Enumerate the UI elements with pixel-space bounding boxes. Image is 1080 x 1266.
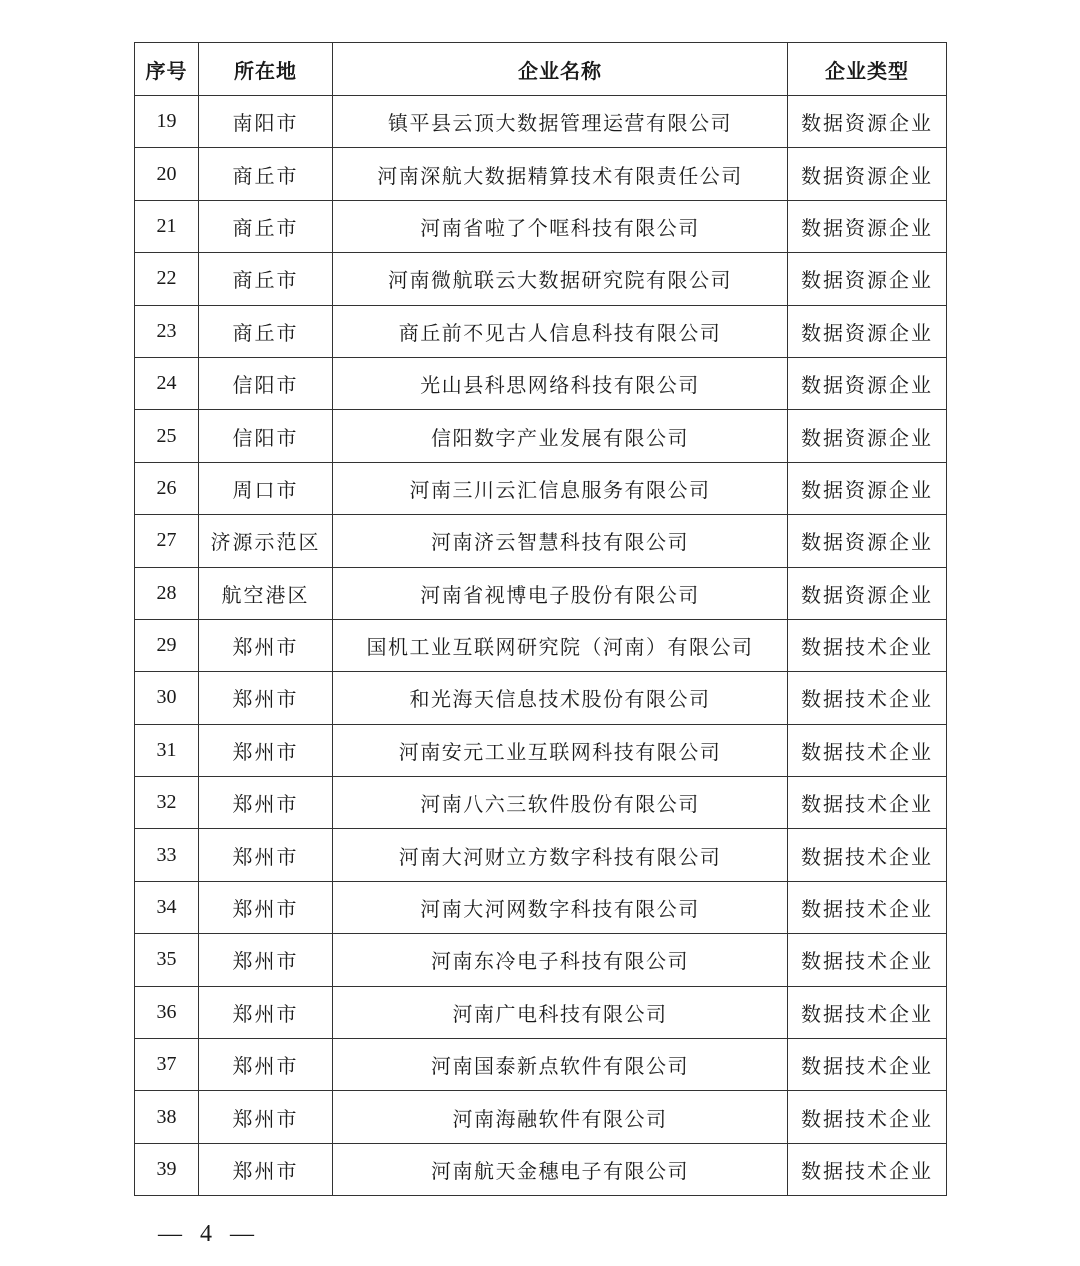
enterprise-table bbox=[134, 42, 947, 1196]
cell-serial-number: 23 bbox=[135, 305, 199, 357]
cell-company-name: 河南济云智慧科技有限公司 bbox=[333, 515, 788, 567]
cell-company-name: 商丘前不见古人信息科技有限公司 bbox=[333, 305, 788, 357]
table-row bbox=[135, 619, 947, 671]
table-row bbox=[135, 881, 947, 933]
cell-serial-number: 26 bbox=[135, 462, 199, 514]
cell-company-name: 河南八六三软件股份有限公司 bbox=[333, 777, 788, 829]
cell-location: 郑州市 bbox=[199, 881, 333, 933]
header-serial-number: 序号 bbox=[135, 43, 199, 96]
cell-serial-number: 32 bbox=[135, 777, 199, 829]
cell-company-name: 河南深航大数据精算技术有限责任公司 bbox=[333, 148, 788, 200]
cell-company-name: 河南国泰新点软件有限公司 bbox=[333, 1039, 788, 1091]
cell-location: 商丘市 bbox=[199, 148, 333, 200]
cell-serial-number: 30 bbox=[135, 672, 199, 724]
cell-serial-number: 19 bbox=[135, 96, 199, 148]
cell-company-name: 国机工业互联网研究院（河南）有限公司 bbox=[333, 619, 788, 671]
table-row bbox=[135, 462, 947, 514]
table-row bbox=[135, 1143, 947, 1195]
header-location: 所在地 bbox=[199, 43, 333, 96]
table-row bbox=[135, 567, 947, 619]
cell-company-type: 数据资源企业 bbox=[788, 462, 947, 514]
table-row bbox=[135, 724, 947, 776]
cell-company-type: 数据技术企业 bbox=[788, 881, 947, 933]
cell-serial-number: 33 bbox=[135, 829, 199, 881]
cell-company-type: 数据技术企业 bbox=[788, 672, 947, 724]
cell-company-name: 河南广电科技有限公司 bbox=[333, 986, 788, 1038]
cell-location: 郑州市 bbox=[199, 829, 333, 881]
cell-location: 商丘市 bbox=[199, 200, 333, 252]
cell-location: 郑州市 bbox=[199, 724, 333, 776]
cell-company-name: 镇平县云顶大数据管理运营有限公司 bbox=[333, 96, 788, 148]
cell-company-type: 数据资源企业 bbox=[788, 148, 947, 200]
cell-serial-number: 25 bbox=[135, 410, 199, 462]
cell-company-type: 数据技术企业 bbox=[788, 1039, 947, 1091]
cell-company-type: 数据技术企业 bbox=[788, 777, 947, 829]
cell-location: 郑州市 bbox=[199, 619, 333, 671]
table-body bbox=[135, 96, 947, 1196]
header-company-type: 企业类型 bbox=[788, 43, 947, 96]
table-row bbox=[135, 148, 947, 200]
cell-company-type: 数据技术企业 bbox=[788, 934, 947, 986]
cell-location: 郑州市 bbox=[199, 1091, 333, 1143]
cell-company-name: 河南大河财立方数字科技有限公司 bbox=[333, 829, 788, 881]
table-row bbox=[135, 357, 947, 409]
cell-company-name: 河南省视博电子股份有限公司 bbox=[333, 567, 788, 619]
cell-location: 商丘市 bbox=[199, 253, 333, 305]
cell-company-type: 数据资源企业 bbox=[788, 253, 947, 305]
cell-location: 郑州市 bbox=[199, 777, 333, 829]
table-row bbox=[135, 1091, 947, 1143]
cell-serial-number: 37 bbox=[135, 1039, 199, 1091]
cell-serial-number: 38 bbox=[135, 1091, 199, 1143]
cell-location: 信阳市 bbox=[199, 357, 333, 409]
cell-location: 航空港区 bbox=[199, 567, 333, 619]
cell-serial-number: 22 bbox=[135, 253, 199, 305]
page-number: — 4 — bbox=[158, 1221, 260, 1247]
cell-company-name: 河南航天金穗电子有限公司 bbox=[333, 1143, 788, 1195]
cell-location: 周口市 bbox=[199, 462, 333, 514]
cell-serial-number: 35 bbox=[135, 934, 199, 986]
cell-location: 信阳市 bbox=[199, 410, 333, 462]
cell-location: 郑州市 bbox=[199, 1143, 333, 1195]
table-row bbox=[135, 253, 947, 305]
cell-company-name: 河南微航联云大数据研究院有限公司 bbox=[333, 253, 788, 305]
cell-location: 郑州市 bbox=[199, 1039, 333, 1091]
cell-location: 郑州市 bbox=[199, 672, 333, 724]
cell-serial-number: 21 bbox=[135, 200, 199, 252]
cell-company-type: 数据资源企业 bbox=[788, 357, 947, 409]
table-row bbox=[135, 829, 947, 881]
cell-location: 郑州市 bbox=[199, 986, 333, 1038]
cell-company-name: 河南省啦了个哐科技有限公司 bbox=[333, 200, 788, 252]
cell-serial-number: 39 bbox=[135, 1143, 199, 1195]
cell-company-type: 数据资源企业 bbox=[788, 200, 947, 252]
cell-location: 济源示范区 bbox=[199, 515, 333, 567]
cell-company-type: 数据技术企业 bbox=[788, 619, 947, 671]
table-header bbox=[135, 43, 947, 96]
cell-company-type: 数据资源企业 bbox=[788, 567, 947, 619]
cell-company-name: 河南安元工业互联网科技有限公司 bbox=[333, 724, 788, 776]
cell-serial-number: 29 bbox=[135, 619, 199, 671]
cell-company-name: 光山县科思网络科技有限公司 bbox=[333, 357, 788, 409]
table-header-row bbox=[135, 43, 947, 96]
table-row bbox=[135, 1039, 947, 1091]
table-row bbox=[135, 672, 947, 724]
cell-company-type: 数据技术企业 bbox=[788, 1143, 947, 1195]
table-row bbox=[135, 96, 947, 148]
cell-company-name: 河南海融软件有限公司 bbox=[333, 1091, 788, 1143]
table-row bbox=[135, 200, 947, 252]
table-row bbox=[135, 934, 947, 986]
cell-company-type: 数据技术企业 bbox=[788, 986, 947, 1038]
cell-company-type: 数据资源企业 bbox=[788, 305, 947, 357]
table-row bbox=[135, 305, 947, 357]
header-company-name: 企业名称 bbox=[333, 43, 788, 96]
cell-serial-number: 24 bbox=[135, 357, 199, 409]
cell-location: 商丘市 bbox=[199, 305, 333, 357]
table-row bbox=[135, 777, 947, 829]
cell-serial-number: 28 bbox=[135, 567, 199, 619]
cell-company-name: 河南大河网数字科技有限公司 bbox=[333, 881, 788, 933]
cell-company-name: 河南东冷电子科技有限公司 bbox=[333, 934, 788, 986]
cell-company-type: 数据资源企业 bbox=[788, 410, 947, 462]
cell-serial-number: 20 bbox=[135, 148, 199, 200]
cell-company-type: 数据资源企业 bbox=[788, 515, 947, 567]
cell-location: 南阳市 bbox=[199, 96, 333, 148]
cell-company-type: 数据资源企业 bbox=[788, 96, 947, 148]
cell-serial-number: 34 bbox=[135, 881, 199, 933]
cell-company-type: 数据技术企业 bbox=[788, 1091, 947, 1143]
cell-location: 郑州市 bbox=[199, 934, 333, 986]
cell-serial-number: 36 bbox=[135, 986, 199, 1038]
cell-company-type: 数据技术企业 bbox=[788, 829, 947, 881]
cell-serial-number: 31 bbox=[135, 724, 199, 776]
cell-company-name: 和光海天信息技术股份有限公司 bbox=[333, 672, 788, 724]
table-row bbox=[135, 410, 947, 462]
cell-company-name: 河南三川云汇信息服务有限公司 bbox=[333, 462, 788, 514]
cell-company-type: 数据技术企业 bbox=[788, 724, 947, 776]
table-row bbox=[135, 515, 947, 567]
cell-company-name: 信阳数字产业发展有限公司 bbox=[333, 410, 788, 462]
cell-serial-number: 27 bbox=[135, 515, 199, 567]
table-row bbox=[135, 986, 947, 1038]
